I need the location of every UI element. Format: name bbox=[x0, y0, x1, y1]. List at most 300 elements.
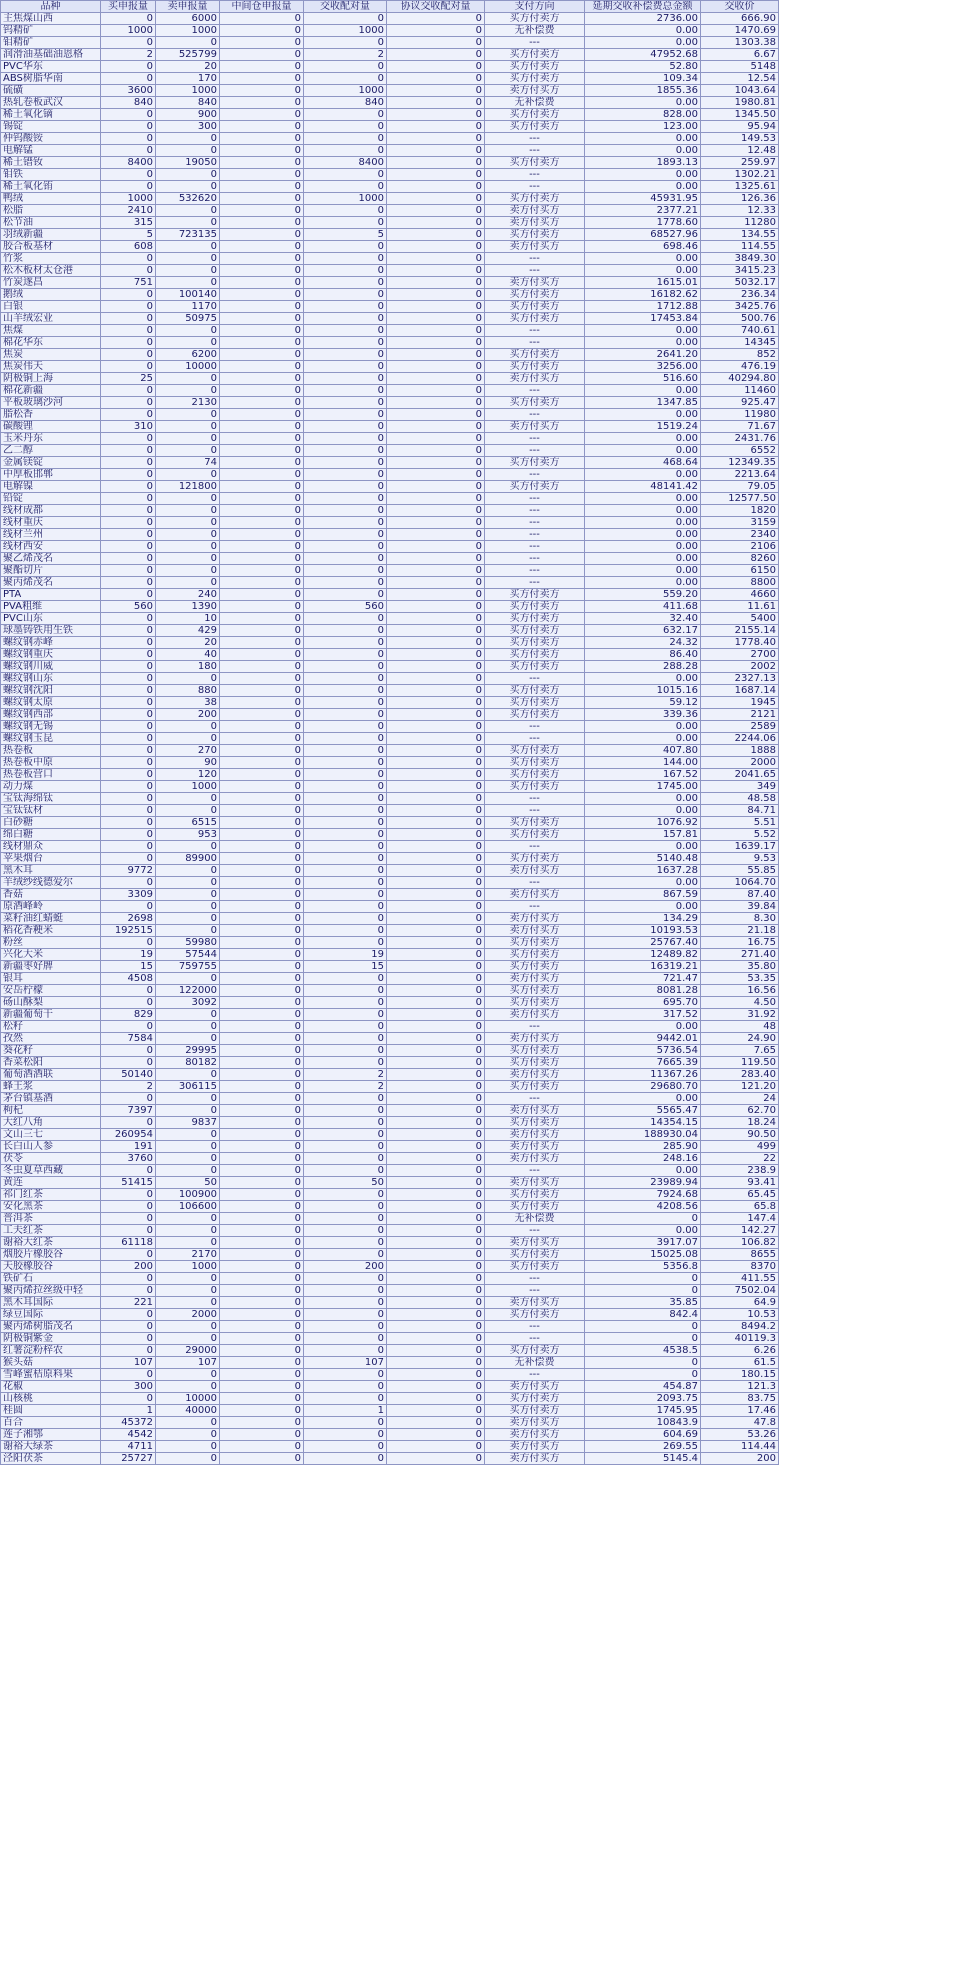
sell-declared-cell: 723135 bbox=[156, 229, 220, 241]
agreement-matched-cell: 0 bbox=[387, 241, 485, 253]
intermediate-declared-cell: 0 bbox=[220, 493, 304, 505]
table-row bbox=[1, 349, 779, 361]
agreement-matched-cell: 0 bbox=[387, 517, 485, 529]
delivery-price-cell: 8800 bbox=[701, 577, 779, 589]
deferred-compensation-cell: 468.64 bbox=[585, 457, 701, 469]
table-row bbox=[1, 85, 779, 97]
buy-declared-cell: 2698 bbox=[101, 913, 156, 925]
payment-direction-cell: 买方付卖方 bbox=[485, 193, 585, 205]
agreement-matched-cell: 0 bbox=[387, 745, 485, 757]
variety-cell: 硫磺 bbox=[1, 85, 101, 97]
agreement-matched-cell: 0 bbox=[387, 361, 485, 373]
sell-declared-cell: 0 bbox=[156, 1153, 220, 1165]
buy-declared-cell: 1 bbox=[101, 1405, 156, 1417]
deferred-compensation-cell: 0.00 bbox=[585, 493, 701, 505]
variety-cell: 钼精矿 bbox=[1, 37, 101, 49]
agreement-matched-cell: 0 bbox=[387, 421, 485, 433]
payment-direction-cell: 买方付卖方 bbox=[485, 301, 585, 313]
variety-cell: PVA粗维 bbox=[1, 601, 101, 613]
agreement-matched-cell: 0 bbox=[387, 1105, 485, 1117]
delivery-price-cell: 499 bbox=[701, 1141, 779, 1153]
agreement-matched-cell: 0 bbox=[387, 1213, 485, 1225]
payment-direction-cell: 买方付卖方 bbox=[485, 1405, 585, 1417]
intermediate-declared-cell: 0 bbox=[220, 157, 304, 169]
agreement-matched-cell: 0 bbox=[387, 853, 485, 865]
agreement-matched-cell: 0 bbox=[387, 1309, 485, 1321]
intermediate-declared-cell: 0 bbox=[220, 673, 304, 685]
deferred-compensation-cell: 269.55 bbox=[585, 1441, 701, 1453]
delivery-price-cell: 3425.76 bbox=[701, 301, 779, 313]
deferred-compensation-cell: 1712.88 bbox=[585, 301, 701, 313]
col-header-sell-declared: 卖申报量 bbox=[156, 1, 220, 13]
delivery-matched-cell: 0 bbox=[304, 565, 387, 577]
delivery-price-cell: 1820 bbox=[701, 505, 779, 517]
delivery-matched-cell: 0 bbox=[304, 409, 387, 421]
payment-direction-cell: 卖方付买方 bbox=[485, 913, 585, 925]
sell-declared-cell: 0 bbox=[156, 1009, 220, 1021]
intermediate-declared-cell: 0 bbox=[220, 469, 304, 481]
sell-declared-cell: 80182 bbox=[156, 1057, 220, 1069]
variety-cell: 线材成都 bbox=[1, 505, 101, 517]
intermediate-declared-cell: 0 bbox=[220, 1273, 304, 1285]
sell-declared-cell: 759755 bbox=[156, 961, 220, 973]
table-row bbox=[1, 877, 779, 889]
payment-direction-cell: --- bbox=[485, 721, 585, 733]
table-row bbox=[1, 1009, 779, 1021]
payment-direction-cell: 买方付卖方 bbox=[485, 349, 585, 361]
delivery-price-cell: 126.36 bbox=[701, 193, 779, 205]
table-row bbox=[1, 565, 779, 577]
table-row bbox=[1, 601, 779, 613]
variety-cell: 松脂 bbox=[1, 205, 101, 217]
delivery-price-cell: 1470.69 bbox=[701, 25, 779, 37]
payment-direction-cell: 买方付卖方 bbox=[485, 637, 585, 649]
delivery-matched-cell: 0 bbox=[304, 361, 387, 373]
buy-declared-cell: 0 bbox=[101, 481, 156, 493]
buy-declared-cell: 200 bbox=[101, 1261, 156, 1273]
sell-declared-cell: 0 bbox=[156, 1429, 220, 1441]
deferred-compensation-cell: 167.52 bbox=[585, 769, 701, 781]
agreement-matched-cell: 0 bbox=[387, 1009, 485, 1021]
payment-direction-cell: 卖方付买方 bbox=[485, 1453, 585, 1465]
variety-cell: 茯苓 bbox=[1, 1153, 101, 1165]
table-row bbox=[1, 109, 779, 121]
delivery-price-cell: 1043.64 bbox=[701, 85, 779, 97]
deferred-compensation-cell: 0.00 bbox=[585, 733, 701, 745]
intermediate-declared-cell: 0 bbox=[220, 829, 304, 841]
delivery-matched-cell: 0 bbox=[304, 1141, 387, 1153]
delivery-matched-cell: 0 bbox=[304, 325, 387, 337]
intermediate-declared-cell: 0 bbox=[220, 1429, 304, 1441]
sell-declared-cell: 0 bbox=[156, 1273, 220, 1285]
intermediate-declared-cell: 0 bbox=[220, 817, 304, 829]
table-row bbox=[1, 541, 779, 553]
deferred-compensation-cell: 5145.4 bbox=[585, 1453, 701, 1465]
buy-declared-cell: 0 bbox=[101, 325, 156, 337]
payment-direction-cell: 买方付卖方 bbox=[485, 829, 585, 841]
intermediate-declared-cell: 0 bbox=[220, 769, 304, 781]
delivery-matched-cell: 0 bbox=[304, 1189, 387, 1201]
deferred-compensation-cell: 10193.53 bbox=[585, 925, 701, 937]
table-row bbox=[1, 1237, 779, 1249]
variety-cell: 原酒峰岭 bbox=[1, 901, 101, 913]
variety-cell: ABS树脂华南 bbox=[1, 73, 101, 85]
delivery-price-cell: 5.52 bbox=[701, 829, 779, 841]
table-row bbox=[1, 301, 779, 313]
delivery-matched-cell: 0 bbox=[304, 217, 387, 229]
intermediate-declared-cell: 0 bbox=[220, 457, 304, 469]
delivery-price-cell: 271.40 bbox=[701, 949, 779, 961]
col-header-deferred-compensation: 延期交收补偿费总金额 bbox=[585, 1, 701, 13]
sell-declared-cell: 525799 bbox=[156, 49, 220, 61]
table-row bbox=[1, 1201, 779, 1213]
buy-declared-cell: 310 bbox=[101, 421, 156, 433]
deferred-compensation-cell: 48141.42 bbox=[585, 481, 701, 493]
delivery-matched-cell: 0 bbox=[304, 673, 387, 685]
delivery-matched-cell: 0 bbox=[304, 1165, 387, 1177]
agreement-matched-cell: 0 bbox=[387, 1117, 485, 1129]
variety-cell: 天胶橡胶谷 bbox=[1, 1261, 101, 1273]
deferred-compensation-cell: 4208.56 bbox=[585, 1201, 701, 1213]
sell-declared-cell: 50 bbox=[156, 1177, 220, 1189]
variety-cell: 猴头菇 bbox=[1, 1357, 101, 1369]
deferred-compensation-cell: 0.00 bbox=[585, 133, 701, 145]
table-row bbox=[1, 889, 779, 901]
delivery-price-cell: 35.80 bbox=[701, 961, 779, 973]
variety-cell: 桂圆 bbox=[1, 1405, 101, 1417]
sell-declared-cell: 120 bbox=[156, 769, 220, 781]
delivery-price-cell: 114.44 bbox=[701, 1441, 779, 1453]
payment-direction-cell: 卖方付买方 bbox=[485, 217, 585, 229]
deferred-compensation-cell: 0 bbox=[585, 1321, 701, 1333]
intermediate-declared-cell: 0 bbox=[220, 73, 304, 85]
table-row bbox=[1, 1309, 779, 1321]
table-row bbox=[1, 925, 779, 937]
deferred-compensation-cell: 317.52 bbox=[585, 1009, 701, 1021]
table-row bbox=[1, 1081, 779, 1093]
sell-declared-cell: 840 bbox=[156, 97, 220, 109]
table-row bbox=[1, 61, 779, 73]
payment-direction-cell: --- bbox=[485, 181, 585, 193]
delivery-matched-cell: 0 bbox=[304, 301, 387, 313]
table-row bbox=[1, 949, 779, 961]
buy-declared-cell: 0 bbox=[101, 37, 156, 49]
intermediate-declared-cell: 0 bbox=[220, 385, 304, 397]
intermediate-declared-cell: 0 bbox=[220, 637, 304, 649]
deferred-compensation-cell: 3256.00 bbox=[585, 361, 701, 373]
buy-declared-cell: 0 bbox=[101, 181, 156, 193]
table-row bbox=[1, 721, 779, 733]
table-row bbox=[1, 1441, 779, 1453]
deferred-compensation-cell: 407.80 bbox=[585, 745, 701, 757]
agreement-matched-cell: 0 bbox=[387, 229, 485, 241]
delivery-matched-cell: 0 bbox=[304, 1237, 387, 1249]
payment-direction-cell: 买方付卖方 bbox=[485, 649, 585, 661]
delivery-matched-cell: 0 bbox=[304, 1201, 387, 1213]
variety-cell: 螺纹钢太原 bbox=[1, 697, 101, 709]
delivery-price-cell: 65.45 bbox=[701, 1189, 779, 1201]
delivery-price-cell: 40119.3 bbox=[701, 1333, 779, 1345]
variety-cell: 聚丙烯拉丝级中轻 bbox=[1, 1285, 101, 1297]
deferred-compensation-cell: 0.00 bbox=[585, 409, 701, 421]
buy-declared-cell: 0 bbox=[101, 805, 156, 817]
buy-declared-cell: 0 bbox=[101, 1045, 156, 1057]
agreement-matched-cell: 0 bbox=[387, 1417, 485, 1429]
delivery-matched-cell: 0 bbox=[304, 793, 387, 805]
deferred-compensation-cell: 1076.92 bbox=[585, 817, 701, 829]
sell-declared-cell: 0 bbox=[156, 733, 220, 745]
agreement-matched-cell: 0 bbox=[387, 385, 485, 397]
agreement-matched-cell: 0 bbox=[387, 685, 485, 697]
agreement-matched-cell: 0 bbox=[387, 169, 485, 181]
intermediate-declared-cell: 0 bbox=[220, 1033, 304, 1045]
deferred-compensation-cell: 721.47 bbox=[585, 973, 701, 985]
sell-declared-cell: 6000 bbox=[156, 13, 220, 25]
table-row bbox=[1, 373, 779, 385]
intermediate-declared-cell: 0 bbox=[220, 1237, 304, 1249]
table-row bbox=[1, 1129, 779, 1141]
variety-cell: 电解镍 bbox=[1, 481, 101, 493]
table-row bbox=[1, 193, 779, 205]
sell-declared-cell: 0 bbox=[156, 1105, 220, 1117]
delivery-price-cell: 2041.65 bbox=[701, 769, 779, 781]
deferred-compensation-cell: 1778.60 bbox=[585, 217, 701, 229]
delivery-matched-cell: 0 bbox=[304, 721, 387, 733]
delivery-price-cell: 14345 bbox=[701, 337, 779, 349]
table-row bbox=[1, 397, 779, 409]
deferred-compensation-cell: 0.00 bbox=[585, 433, 701, 445]
agreement-matched-cell: 0 bbox=[387, 1045, 485, 1057]
sell-declared-cell: 10000 bbox=[156, 361, 220, 373]
variety-cell: 香菇 bbox=[1, 889, 101, 901]
sell-declared-cell: 0 bbox=[156, 1441, 220, 1453]
variety-cell: 竹炭遂昌 bbox=[1, 277, 101, 289]
sell-declared-cell: 40 bbox=[156, 649, 220, 661]
buy-declared-cell: 0 bbox=[101, 649, 156, 661]
deferred-compensation-cell: 1519.24 bbox=[585, 421, 701, 433]
delivery-matched-cell: 0 bbox=[304, 1117, 387, 1129]
agreement-matched-cell: 0 bbox=[387, 1237, 485, 1249]
variety-cell: 工夫红茶 bbox=[1, 1225, 101, 1237]
buy-declared-cell: 1000 bbox=[101, 25, 156, 37]
delivery-price-cell: 5.51 bbox=[701, 817, 779, 829]
delivery-matched-cell: 0 bbox=[304, 1213, 387, 1225]
sell-declared-cell: 0 bbox=[156, 265, 220, 277]
col-header-delivery-matched: 交收配对量 bbox=[304, 1, 387, 13]
buy-declared-cell: 0 bbox=[101, 337, 156, 349]
sell-declared-cell: 0 bbox=[156, 181, 220, 193]
table-row bbox=[1, 409, 779, 421]
delivery-price-cell: 2589 bbox=[701, 721, 779, 733]
delivery-price-cell: 6552 bbox=[701, 445, 779, 457]
variety-cell: 钨精矿 bbox=[1, 25, 101, 37]
buy-declared-cell: 0 bbox=[101, 529, 156, 541]
delivery-price-cell: 47.8 bbox=[701, 1417, 779, 1429]
payment-direction-cell: 买方付卖方 bbox=[485, 49, 585, 61]
buy-declared-cell: 221 bbox=[101, 1297, 156, 1309]
delivery-matched-cell: 0 bbox=[304, 241, 387, 253]
sell-declared-cell: 0 bbox=[156, 421, 220, 433]
delivery-matched-cell: 0 bbox=[304, 829, 387, 841]
payment-direction-cell: 卖方付买方 bbox=[485, 925, 585, 937]
delivery-matched-cell: 0 bbox=[304, 1129, 387, 1141]
sell-declared-cell: 0 bbox=[156, 37, 220, 49]
variety-cell: 动力煤 bbox=[1, 781, 101, 793]
buy-declared-cell: 751 bbox=[101, 277, 156, 289]
sell-declared-cell: 0 bbox=[156, 901, 220, 913]
buy-declared-cell: 0 bbox=[101, 1309, 156, 1321]
payment-direction-cell: --- bbox=[485, 1321, 585, 1333]
delivery-matched-cell: 0 bbox=[304, 505, 387, 517]
variety-cell: 松籽 bbox=[1, 1021, 101, 1033]
variety-cell: 焦炭伟天 bbox=[1, 361, 101, 373]
delivery-matched-cell: 1000 bbox=[304, 193, 387, 205]
variety-cell: 螺纹钢玉昆 bbox=[1, 733, 101, 745]
delivery-matched-cell: 0 bbox=[304, 577, 387, 589]
delivery-price-cell: 852 bbox=[701, 349, 779, 361]
delivery-price-cell: 1778.40 bbox=[701, 637, 779, 649]
payment-direction-cell: 卖方付买方 bbox=[485, 1441, 585, 1453]
table-row bbox=[1, 661, 779, 673]
payment-direction-cell: 无补偿费 bbox=[485, 97, 585, 109]
deferred-compensation-cell: 0.00 bbox=[585, 445, 701, 457]
variety-cell: 松节油 bbox=[1, 217, 101, 229]
table-row bbox=[1, 817, 779, 829]
buy-declared-cell: 0 bbox=[101, 469, 156, 481]
agreement-matched-cell: 0 bbox=[387, 625, 485, 637]
variety-cell: 葡萄酒酒联 bbox=[1, 1069, 101, 1081]
buy-declared-cell: 0 bbox=[101, 61, 156, 73]
deferred-compensation-cell: 10843.9 bbox=[585, 1417, 701, 1429]
intermediate-declared-cell: 0 bbox=[220, 277, 304, 289]
payment-direction-cell: --- bbox=[485, 1021, 585, 1033]
table-row bbox=[1, 1453, 779, 1465]
variety-cell: 润滑油基础油恩格 bbox=[1, 49, 101, 61]
deferred-compensation-cell: 29680.70 bbox=[585, 1081, 701, 1093]
deferred-compensation-cell: 0 bbox=[585, 1213, 701, 1225]
variety-cell: 鹅绒 bbox=[1, 289, 101, 301]
intermediate-declared-cell: 0 bbox=[220, 337, 304, 349]
table-row bbox=[1, 1105, 779, 1117]
deferred-compensation-cell: 1855.36 bbox=[585, 85, 701, 97]
table-row bbox=[1, 97, 779, 109]
delivery-matched-cell: 0 bbox=[304, 349, 387, 361]
delivery-matched-cell: 0 bbox=[304, 37, 387, 49]
buy-declared-cell: 0 bbox=[101, 817, 156, 829]
buy-declared-cell: 191 bbox=[101, 1141, 156, 1153]
table-row bbox=[1, 265, 779, 277]
sell-declared-cell: 0 bbox=[156, 1165, 220, 1177]
table-row bbox=[1, 757, 779, 769]
payment-direction-cell: 买方付卖方 bbox=[485, 361, 585, 373]
delivery-matched-cell: 0 bbox=[304, 637, 387, 649]
intermediate-declared-cell: 0 bbox=[220, 1201, 304, 1213]
payment-direction-cell: 买方付卖方 bbox=[485, 1345, 585, 1357]
payment-direction-cell: 买方付卖方 bbox=[485, 1249, 585, 1261]
sell-declared-cell: 1390 bbox=[156, 601, 220, 613]
variety-cell: 聚丙烯茂名 bbox=[1, 577, 101, 589]
variety-cell: 松木板材太仓港 bbox=[1, 265, 101, 277]
buy-declared-cell: 0 bbox=[101, 1369, 156, 1381]
agreement-matched-cell: 0 bbox=[387, 901, 485, 913]
agreement-matched-cell: 0 bbox=[387, 637, 485, 649]
intermediate-declared-cell: 0 bbox=[220, 481, 304, 493]
variety-cell: 竹浆 bbox=[1, 253, 101, 265]
payment-direction-cell: --- bbox=[485, 145, 585, 157]
table-row bbox=[1, 1417, 779, 1429]
delivery-price-cell: 2700 bbox=[701, 649, 779, 661]
delivery-matched-cell: 0 bbox=[304, 1057, 387, 1069]
sell-declared-cell: 0 bbox=[156, 889, 220, 901]
delivery-matched-cell: 0 bbox=[304, 205, 387, 217]
intermediate-declared-cell: 0 bbox=[220, 889, 304, 901]
buy-declared-cell: 7397 bbox=[101, 1105, 156, 1117]
deferred-compensation-cell: 24.32 bbox=[585, 637, 701, 649]
table-row bbox=[1, 1357, 779, 1369]
delivery-matched-cell: 0 bbox=[304, 181, 387, 193]
delivery-matched-cell: 0 bbox=[304, 1441, 387, 1453]
buy-declared-cell: 0 bbox=[101, 793, 156, 805]
delivery-price-cell: 95.94 bbox=[701, 121, 779, 133]
table-row bbox=[1, 1273, 779, 1285]
buy-declared-cell: 0 bbox=[101, 937, 156, 949]
delivery-price-cell: 93.41 bbox=[701, 1177, 779, 1189]
intermediate-declared-cell: 0 bbox=[220, 145, 304, 157]
agreement-matched-cell: 0 bbox=[387, 973, 485, 985]
variety-cell: 线材西安 bbox=[1, 541, 101, 553]
sell-declared-cell: 0 bbox=[156, 565, 220, 577]
intermediate-declared-cell: 0 bbox=[220, 649, 304, 661]
deferred-compensation-cell: 4538.5 bbox=[585, 1345, 701, 1357]
agreement-matched-cell: 0 bbox=[387, 589, 485, 601]
delivery-price-cell: 2155.14 bbox=[701, 625, 779, 637]
buy-declared-cell: 2 bbox=[101, 1081, 156, 1093]
delivery-price-cell: 666.90 bbox=[701, 13, 779, 25]
variety-cell: 普洱茶 bbox=[1, 1213, 101, 1225]
agreement-matched-cell: 0 bbox=[387, 721, 485, 733]
payment-direction-cell: 卖方付买方 bbox=[485, 1237, 585, 1249]
delivery-price-cell: 11460 bbox=[701, 385, 779, 397]
deferred-compensation-cell: 0.00 bbox=[585, 577, 701, 589]
agreement-matched-cell: 0 bbox=[387, 193, 485, 205]
payment-direction-cell: --- bbox=[485, 1093, 585, 1105]
variety-cell: 螺纹钢川威 bbox=[1, 661, 101, 673]
intermediate-declared-cell: 0 bbox=[220, 733, 304, 745]
delivery-price-cell: 134.55 bbox=[701, 229, 779, 241]
payment-direction-cell: 卖方付买方 bbox=[485, 1129, 585, 1141]
payment-direction-cell: 买方付卖方 bbox=[485, 1393, 585, 1405]
delivery-matched-cell: 0 bbox=[304, 1021, 387, 1033]
delivery-price-cell: 8494.2 bbox=[701, 1321, 779, 1333]
intermediate-declared-cell: 0 bbox=[220, 1105, 304, 1117]
buy-declared-cell: 260954 bbox=[101, 1129, 156, 1141]
agreement-matched-cell: 0 bbox=[387, 949, 485, 961]
intermediate-declared-cell: 0 bbox=[220, 577, 304, 589]
payment-direction-cell: 买方付卖方 bbox=[485, 757, 585, 769]
buy-declared-cell: 0 bbox=[101, 1393, 156, 1405]
variety-cell: 螺纹钢赤峰 bbox=[1, 637, 101, 649]
buy-declared-cell: 0 bbox=[101, 409, 156, 421]
table-row bbox=[1, 1393, 779, 1405]
intermediate-declared-cell: 0 bbox=[220, 505, 304, 517]
table-row bbox=[1, 1285, 779, 1297]
variety-cell: 稀土镨钕 bbox=[1, 157, 101, 169]
payment-direction-cell: --- bbox=[485, 1225, 585, 1237]
buy-declared-cell: 3600 bbox=[101, 85, 156, 97]
buy-declared-cell: 2410 bbox=[101, 205, 156, 217]
intermediate-declared-cell: 0 bbox=[220, 961, 304, 973]
buy-declared-cell: 0 bbox=[101, 457, 156, 469]
